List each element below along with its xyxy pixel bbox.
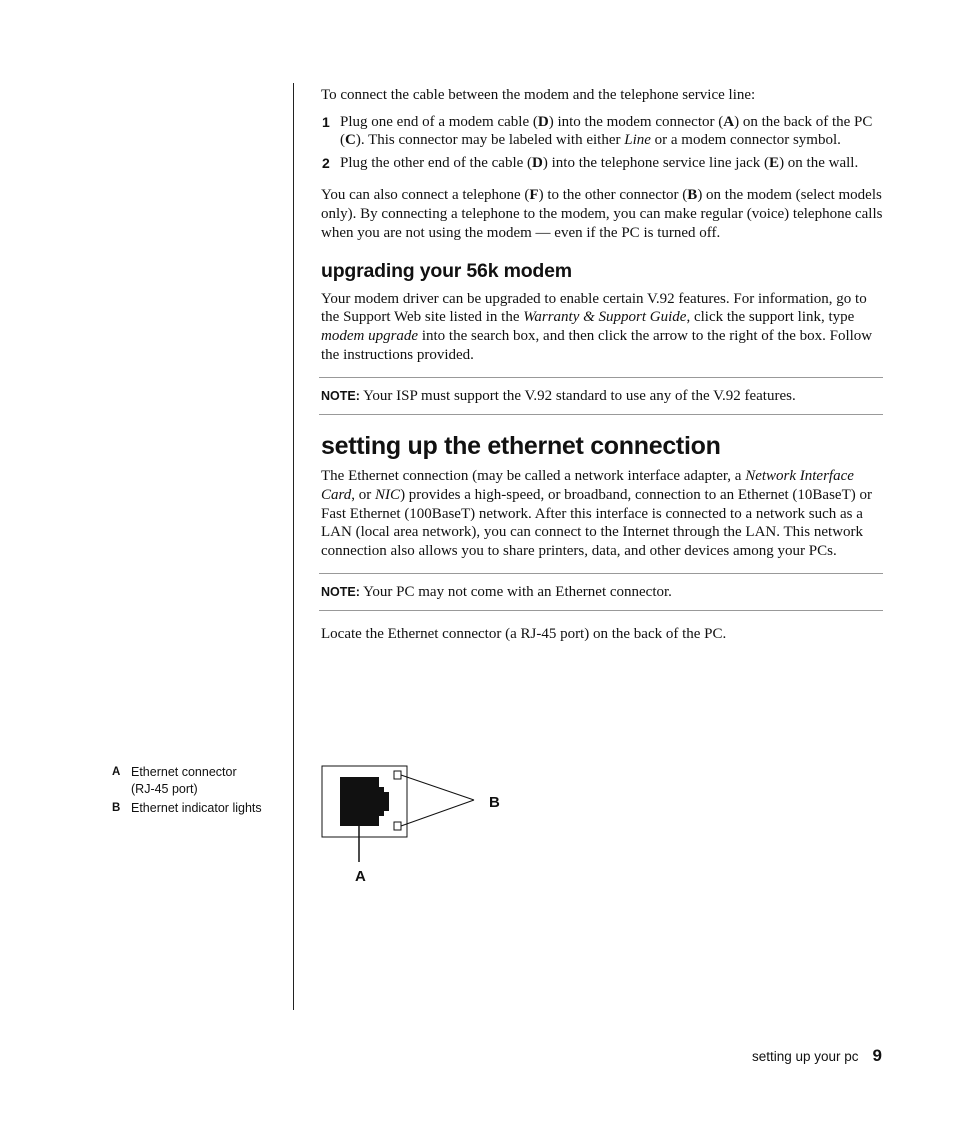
step-text: or a modem connector symbol. [650, 132, 841, 149]
margin-rule [293, 83, 294, 1010]
note-text: Your PC may not come with an Ethernet connector. [359, 584, 672, 601]
note-box-ethernet [319, 573, 883, 611]
step-2 [321, 154, 883, 173]
main-column [321, 86, 883, 643]
para-text: The Ethernet connection (may be called a network interface adapter, a [321, 468, 746, 485]
section-heading-upgrade: upgrading your 56k modem [321, 260, 572, 283]
callout-letter: B [687, 187, 698, 204]
step-text: ) into the telephone service line jack ( [542, 154, 770, 171]
ethernet-paragraph [321, 467, 883, 560]
indicator-light-icon [394, 771, 401, 779]
para-text: ) on the modem (select models only). By connecting a telephone to the modem, you can make regular (voice) telephone calls when you are not using the modem — even if the PC is turned off. [321, 187, 883, 241]
section-heading-ethernet: setting up the ethernet connection [321, 431, 721, 460]
caption-text: Ethernet connector (RJ-45 port) [131, 765, 237, 796]
italic-term: Line [624, 132, 651, 149]
indicator-light-icon [394, 822, 401, 830]
step-text: ) on the wall. [779, 154, 859, 171]
callout-line-b [401, 775, 474, 800]
italic-term: Warranty & Support Guide [523, 309, 687, 326]
italic-term: Network Interface Card [321, 468, 854, 503]
step-number: 1 [322, 113, 330, 130]
para-text: , click the support link, type [686, 309, 855, 326]
step-text: Plug one end of a modem cable ( [340, 113, 538, 130]
page-footer [752, 1046, 882, 1066]
intro-text: To connect the cable between the modem and the telephone service line: [321, 87, 756, 103]
footer-section: setting up your pc [751, 1049, 859, 1064]
step-text: ) into the modem connector ( [548, 113, 724, 130]
telephone-paragraph [321, 186, 883, 242]
para-text: , or [351, 486, 376, 503]
callout-letter: C [345, 132, 356, 149]
para-text: You can also connect a telephone ( [321, 187, 530, 204]
callout-line-b [401, 800, 474, 826]
note-label: NOTE: [321, 389, 360, 404]
para-text: into the search box, and then click the arrow to the right of the box. Follow the instructions provided. [321, 327, 873, 363]
page-number: 9 [872, 1046, 882, 1065]
step-text: Plug the other end of the cable ( [340, 154, 533, 171]
note-label: NOTE: [321, 585, 360, 600]
callout-letter: E [769, 154, 780, 171]
note-box-v92 [319, 377, 883, 415]
figure-label-a: A [355, 868, 366, 885]
para-text: ) to the other connector ( [538, 187, 688, 204]
step-text: ) on the back of the PC ( [340, 113, 873, 149]
note-text: Your ISP must support the V.92 standard to use any of the V.92 features. [359, 388, 796, 405]
rj45-diagram [321, 765, 521, 890]
figure-label-b: B [489, 794, 500, 811]
callout-letter: F [529, 187, 539, 204]
locate-text: Locate the Ethernet connector (a RJ-45 port) on the back of the PC. [321, 625, 727, 642]
callout-letter: A [723, 113, 735, 130]
figure-captions [112, 764, 262, 820]
caption-letter: B [112, 802, 121, 814]
para-text: ) provides a high-speed, or broadband, connection to an Ethernet (10BaseT) or Fast Ethernet (100BaseT) network. After this interface is connected to a network such as a LAN (local area network), you can connect to the Internet through the LAN. This network connection also allows you to share printers, data, and other devices among your PCs. [321, 486, 872, 559]
ethernet-port-figure [321, 765, 521, 890]
step-1 [321, 113, 883, 150]
italic-term: NIC [375, 486, 401, 503]
para-text: Your modem driver can be upgraded to enable certain V.92 features. For information, go to the Support Web site listed in the [321, 290, 867, 326]
caption-a [112, 764, 262, 797]
callout-letter: D [532, 154, 543, 171]
italic-term: modem upgrade [321, 327, 419, 344]
upgrade-paragraph [321, 290, 883, 364]
callout-letter: D [537, 113, 549, 130]
caption-b [112, 800, 262, 817]
caption-letter: A [112, 766, 121, 778]
caption-text: Ethernet indicator lights [131, 801, 262, 815]
step-text: ). This connector may be labeled with either [355, 132, 625, 149]
step-number: 2 [322, 154, 330, 171]
